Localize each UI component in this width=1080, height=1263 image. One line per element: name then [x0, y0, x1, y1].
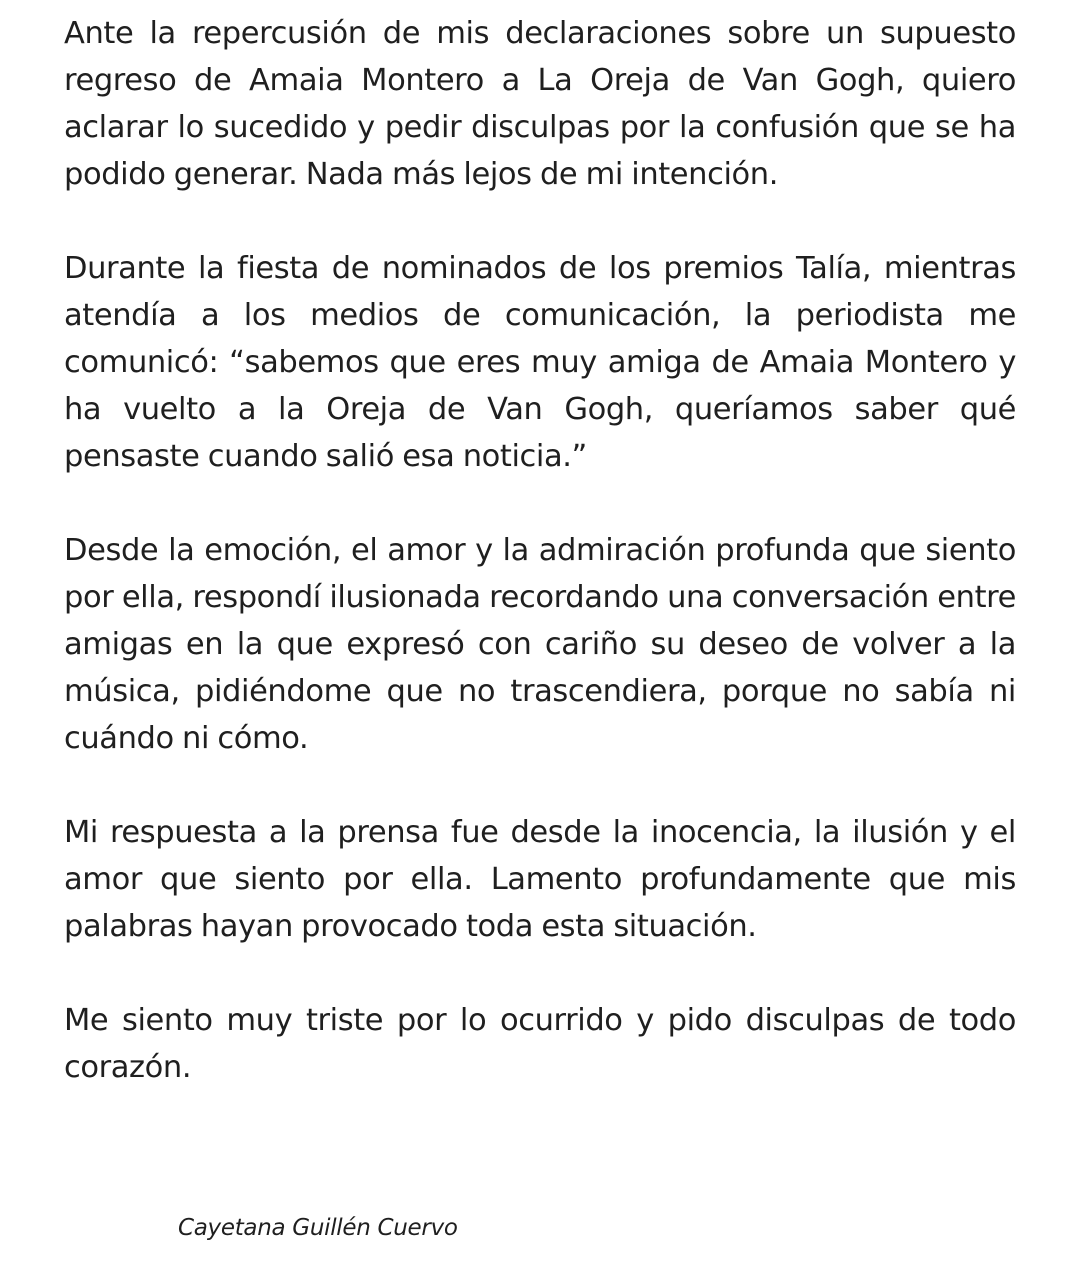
paragraph-intro: Ante la repercusión de mis declaraciones sobre un supuesto regreso de Amaia Montero a La Oreja de Van Gogh, quiero aclarar lo sucedido y pedir disculpas por la confusión que se ha podido generar. Nada más lejos de mi intención. — [64, 16, 1016, 192]
paragraph-response: Desde la emoción, el amor y la admiración profunda que siento por ella, respondí ilusionada recordando una conversación entre amigas en la que expresó con cariño su deseo de volver a la música, pidiéndome que no trascendiera, porque no sabía ni cuándo ni cómo. — [64, 533, 1016, 756]
paragraph-press-answer: Mi respuesta a la prensa fue desde la inocencia, la ilusión y el amor que siento por ella. Lamento profundamente que mis palabras hayan provocado toda esta situación. — [64, 815, 1016, 944]
signature: Cayetana Guillén Cuervo — [178, 1215, 458, 1241]
statement-body — [64, 10, 1016, 1138]
paragraph-apology: Me siento muy triste por lo ocurrido y pido disculpas de todo corazón. — [64, 1003, 1016, 1085]
paragraph-talia-party: Durante la fiesta de nominados de los premios Talía, mientras atendía a los medios de comunicación, la periodista me comunicó: “sabemos que eres muy amiga de Amaia Montero y ha vuelto a la Oreja de Van Gogh, queríamos saber qué pensaste cuando salió esa noticia.” — [64, 251, 1016, 474]
